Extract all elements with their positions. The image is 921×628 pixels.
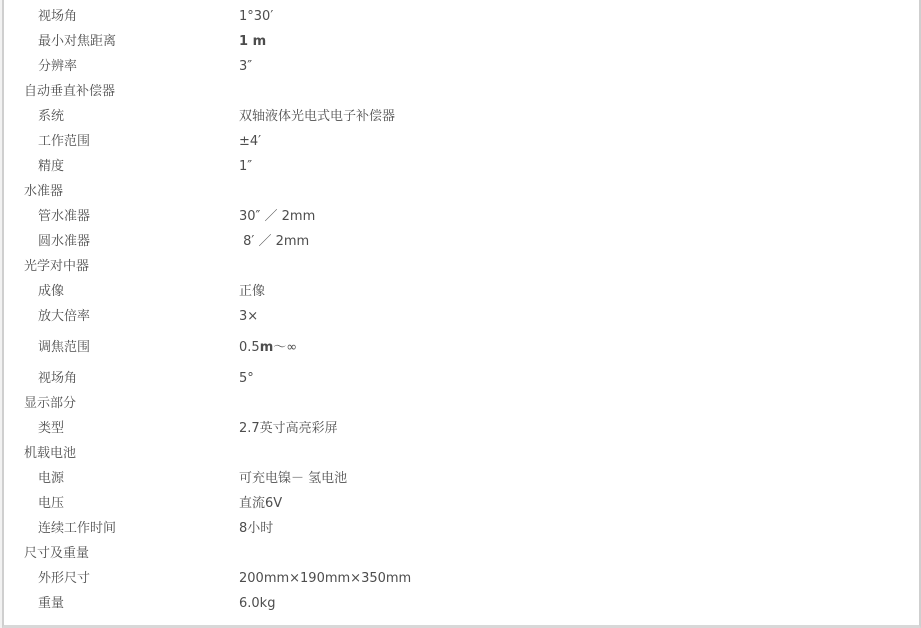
- spec-item-value: [239, 366, 254, 391]
- spec-table: [4, 0, 919, 616]
- spec-item-label: 分辨率: [38, 59, 78, 74]
- spec-item-value: [239, 154, 252, 179]
- spec-item-value: [239, 229, 309, 254]
- spec-item-label: 精度: [38, 159, 65, 174]
- spec-section-row: [4, 441, 919, 466]
- spec-value-segment: 正像: [239, 284, 266, 299]
- spec-item-label: 圆水准器: [38, 234, 91, 249]
- spec-item-value: [239, 335, 297, 360]
- spec-item-row: [4, 54, 919, 79]
- spec-item-label: 放大倍率: [38, 309, 91, 324]
- spec-item-value: [239, 304, 258, 329]
- spec-section-label: 机载电池: [24, 446, 77, 461]
- spec-value-segment: m: [259, 340, 274, 355]
- spec-section-row: [4, 254, 919, 279]
- spec-item-value: [239, 29, 266, 54]
- spec-item-row: [4, 4, 919, 29]
- spec-section-label: 显示部分: [24, 396, 77, 411]
- spec-section-label: 水准器: [24, 184, 64, 199]
- spec-item-row: [4, 129, 919, 154]
- spec-item-row: [4, 304, 919, 329]
- spec-value-segment: 200mm×190mm×350mm: [239, 571, 412, 586]
- spec-page: [2, 0, 921, 628]
- spec-item-value: [239, 4, 273, 29]
- spec-item-value: [239, 279, 265, 304]
- spec-item-row: [4, 154, 919, 179]
- spec-item-value: [239, 416, 338, 441]
- spec-item-row: [4, 335, 919, 360]
- spec-item-row: [4, 229, 919, 254]
- spec-item-value: [239, 516, 273, 541]
- spec-item-row: [4, 566, 919, 591]
- spec-section-row: [4, 541, 919, 566]
- spec-item-label: 管水准器: [38, 209, 91, 224]
- spec-value-segment: 1 m: [239, 34, 267, 49]
- spec-item-label: 连续工作时间: [38, 521, 117, 536]
- spec-item-label: 系统: [38, 109, 65, 124]
- spec-item-label: 电源: [38, 471, 65, 486]
- spec-item-row: [4, 29, 919, 54]
- spec-item-label: 外形尺寸: [38, 571, 91, 586]
- spec-item-value: [239, 491, 282, 516]
- spec-item-row: [4, 491, 919, 516]
- spec-item-label: 成像: [38, 284, 65, 299]
- spec-item-label: 重量: [38, 596, 65, 611]
- spec-item-row: [4, 104, 919, 129]
- spec-section-row: [4, 179, 919, 204]
- spec-section-row: [4, 391, 919, 416]
- spec-section-label: 尺寸及重量: [24, 546, 90, 561]
- spec-item-row: [4, 366, 919, 391]
- spec-value-segment: 3″: [239, 59, 253, 74]
- spec-value-segment: 直流6V: [239, 496, 283, 511]
- spec-value-segment: 8小时: [239, 521, 274, 536]
- spec-item-row: [4, 416, 919, 441]
- spec-item-row: [4, 466, 919, 491]
- spec-value-segment: 2.7英寸高亮彩屏: [239, 421, 338, 436]
- spec-section-label: 光学对中器: [24, 259, 90, 274]
- spec-value-segment: 双轴液体光电式电子补偿器: [239, 109, 396, 124]
- spec-value-segment: 5°: [239, 371, 254, 386]
- spec-section-row: [4, 79, 919, 104]
- spec-item-label: 工作范围: [38, 134, 91, 149]
- spec-value-segment: 6.0kg: [239, 596, 276, 611]
- spec-value-segment: 1°30′: [239, 9, 274, 24]
- spec-section-label: 自动垂直补偿器: [24, 84, 116, 99]
- spec-item-label: 调焦范围: [38, 340, 91, 355]
- spec-item-value: [239, 54, 252, 79]
- spec-item-label: 电压: [38, 496, 65, 511]
- spec-item-value: [239, 204, 315, 229]
- spec-value-segment: 30″ ／ 2mm: [239, 209, 316, 224]
- spec-value-segment: 可充电镍－ 氢电池: [239, 471, 348, 486]
- spec-value-segment: 0.5: [239, 340, 260, 355]
- spec-item-value: [239, 129, 261, 154]
- spec-item-value: [239, 466, 347, 491]
- spec-item-value: [239, 104, 395, 129]
- spec-value-segment: 3×: [239, 309, 259, 324]
- spec-item-row: [4, 279, 919, 304]
- spec-item-row: [4, 591, 919, 616]
- spec-item-label: 视场角: [38, 371, 78, 386]
- spec-value-segment: 8′ ／ 2mm: [239, 234, 310, 249]
- spec-item-value: [239, 591, 275, 616]
- spec-value-segment: ～∞: [273, 340, 298, 355]
- spec-value-segment: 1″: [239, 159, 253, 174]
- spec-item-label: 最小对焦距离: [38, 34, 117, 49]
- spec-value-segment: ±4′: [239, 134, 262, 149]
- spec-item-label: 类型: [38, 421, 65, 436]
- spec-item-row: [4, 516, 919, 541]
- spec-item-row: [4, 204, 919, 229]
- spec-item-value: [239, 566, 411, 591]
- spec-item-label: 视场角: [38, 9, 78, 24]
